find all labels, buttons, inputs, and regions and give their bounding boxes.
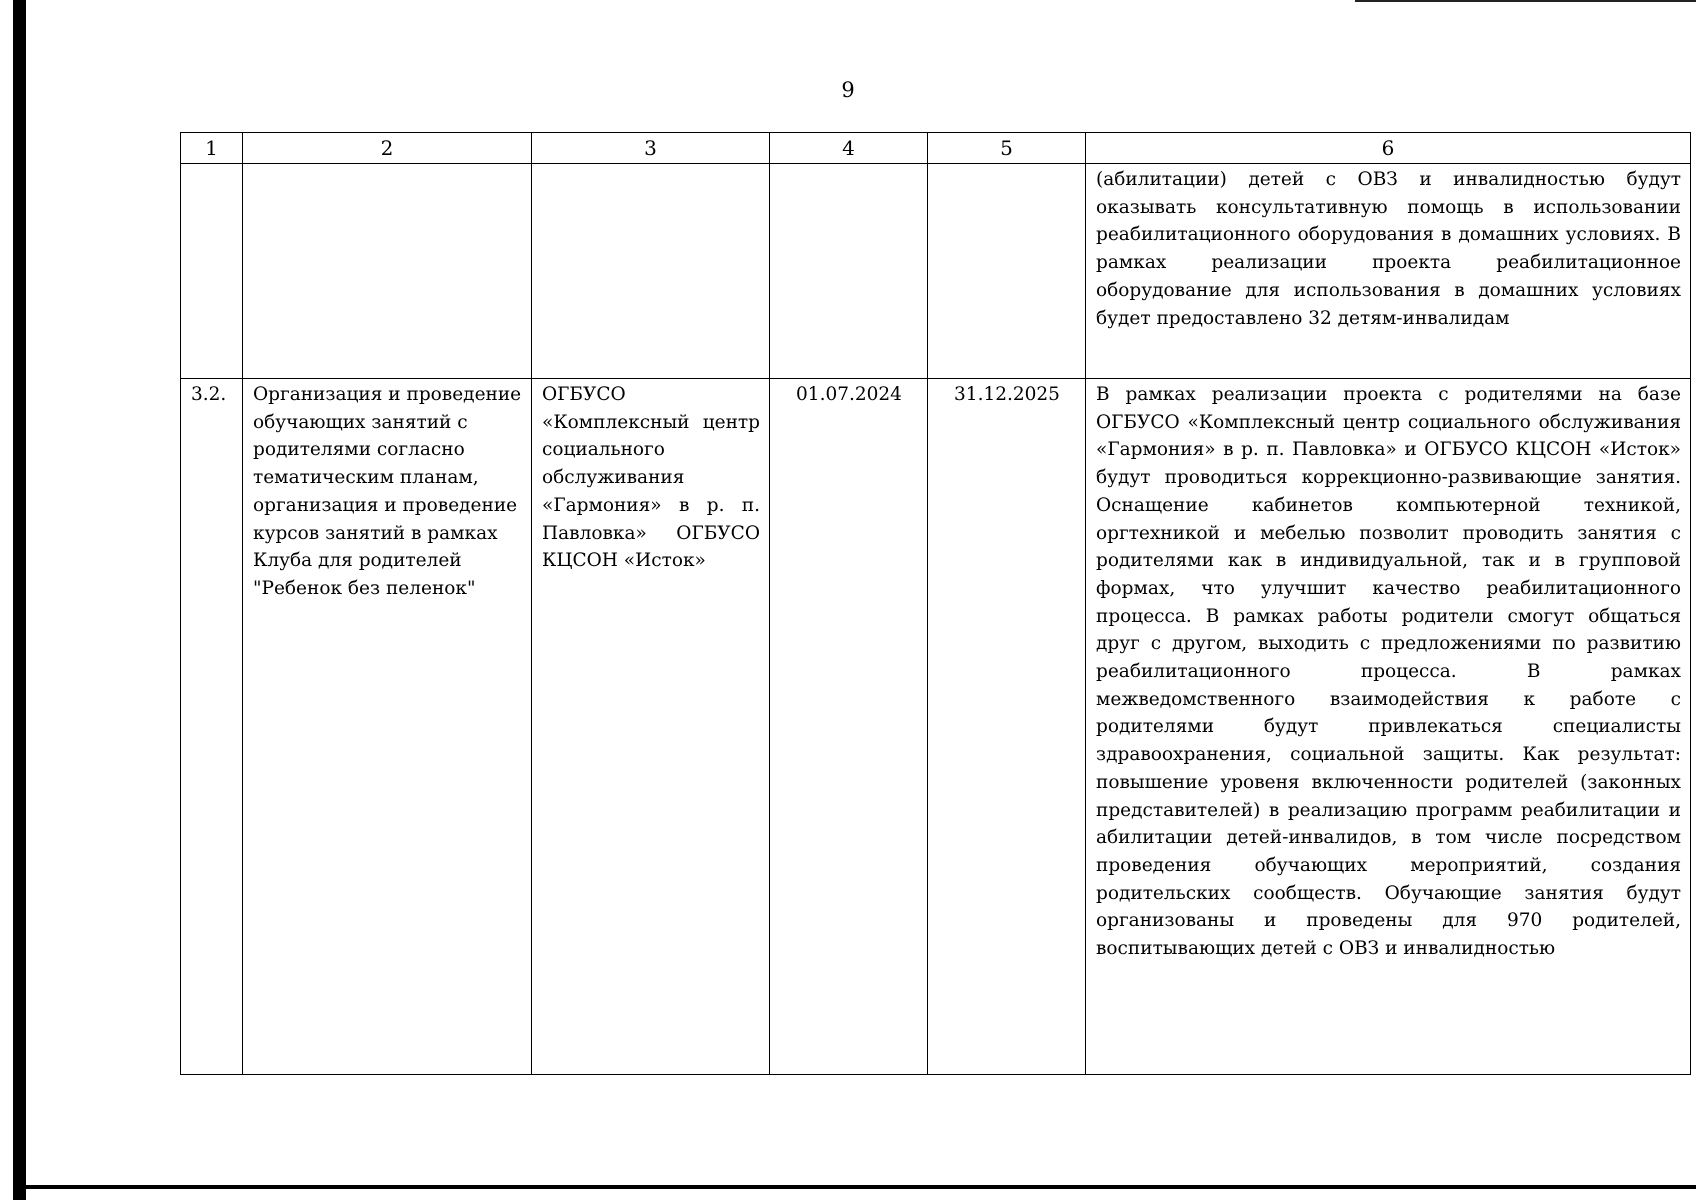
plan-table <box>180 132 1691 1075</box>
cell-empty <box>770 164 928 379</box>
page-number: 9 <box>841 78 855 102</box>
header-col-1: 1 <box>181 133 243 164</box>
table-header-row <box>181 133 1691 164</box>
cell-end-date: 31.12.2025 <box>928 379 1086 1075</box>
header-col-2: 2 <box>243 133 532 164</box>
cell-result: В рамках реализации проекта с родителями на базе ОГБУСО «Комплексный центр социального обслуживания «Гармония» в р. п. Павловка» и ОГБУСО КЦСОН «Исток» будут проводиться коррекционно-развивающие занятия. Оснащение кабинетов компьютерной техникой, оргтехникой и мебелью позволит проводить занятия с родителями как в индивидуальной, так и в групповой формах, что улучшит качество реабилитационного процесса. В рамках работы родители смогут общаться друг с другом, выходить с предложениями по развитию реабилитационного процесса. В рамках межведомственного взаимодействия к работе с родителями будут привлекаться специалисты здравоохранения, социальной защиты. Как результат: повышение уровеня включенности родителей (законных представителей) в реализацию программ реабилитации и абилитации детей-инвалидов, в том числе посредством проведения обучающих мероприятий, создания родительских сообществ. Обучающие занятия будут организованы и проведены для 970 родителей, воспитывающих детей с ОВЗ и инвалидностью <box>1086 379 1691 1075</box>
scan-edge-top <box>1355 0 1696 2</box>
scan-edge-left <box>13 0 26 1200</box>
cell-empty <box>532 164 770 379</box>
header-col-5: 5 <box>928 133 1086 164</box>
header-col-4: 4 <box>770 133 928 164</box>
cell-row-number: 3.2. <box>181 379 243 1075</box>
cell-activity: Организация и проведение обучающих занятий с родителями согласно тематическим планам, организация и проведение курсов занятий в рамках Клуба для родителей "Ребенок без пеленок" <box>243 379 532 1075</box>
scan-edge-bottom <box>13 1185 1696 1189</box>
header-col-3: 3 <box>532 133 770 164</box>
cell-empty <box>243 164 532 379</box>
cell-empty <box>928 164 1086 379</box>
header-col-6: 6 <box>1086 133 1691 164</box>
cell-start-date: 01.07.2024 <box>770 379 928 1075</box>
cell-executor: ОГБУСО «Комплексный центр социального обслуживания «Гармония» в р. п. Павловка» ОГБУСО КЦСОН «Исток» <box>532 379 770 1075</box>
cell-empty <box>181 164 243 379</box>
cell-result-continuation: (абилитации) детей с ОВЗ и инвалидностью будут оказывать консультативную помощь в использовании реабилитационного оборудования в домашних условиях. В рамках реализации проекта реабилитационное оборудование для использования в домашних условиях будет предоставлено 32 детям-инвалидам <box>1086 164 1691 379</box>
table-row-continuation <box>181 164 1691 379</box>
table-row-3-2 <box>181 379 1691 1075</box>
